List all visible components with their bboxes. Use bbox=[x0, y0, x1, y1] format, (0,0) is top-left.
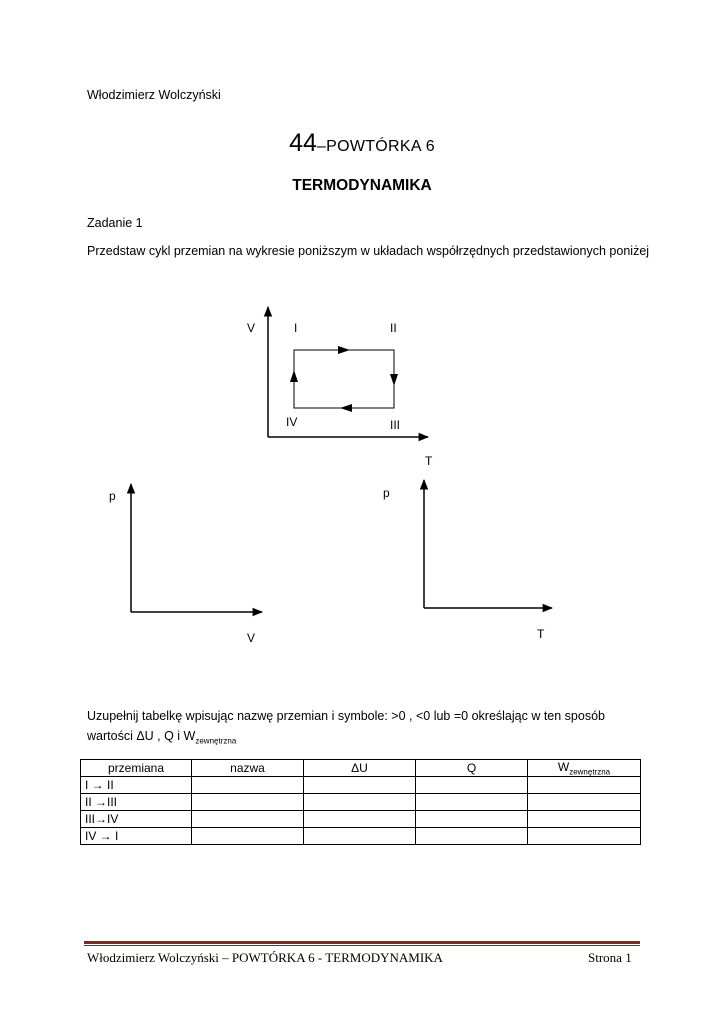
cell-w[interactable] bbox=[528, 811, 641, 828]
vt-cycle bbox=[290, 346, 398, 412]
footer-text: Włodzimierz Wolczyński – POWTÓRKA 6 - TERMODYNAMIKA bbox=[87, 950, 443, 965]
title-text: –POWTÓRKA 6 bbox=[316, 138, 435, 155]
table-header-row bbox=[81, 760, 641, 777]
pv-y-axis-label: p bbox=[109, 489, 116, 503]
cell-delta-u[interactable] bbox=[304, 828, 416, 845]
page-number: Strona 1 bbox=[588, 950, 632, 965]
cell-delta-u[interactable] bbox=[304, 811, 416, 828]
table-instruction-line2 bbox=[87, 726, 647, 752]
cell-w[interactable] bbox=[528, 794, 641, 811]
table-instruction-line2-text: wartości ΔU , Q i W bbox=[87, 729, 196, 743]
footer-divider-thin bbox=[84, 945, 640, 946]
pt-axes bbox=[424, 480, 552, 608]
row-przemiana: I → II bbox=[81, 777, 192, 794]
row-przemiana: II →III bbox=[81, 794, 192, 811]
pt-y-axis-label: p bbox=[383, 486, 390, 500]
table-row bbox=[81, 811, 641, 828]
row-przemiana: III→IV bbox=[81, 811, 192, 828]
header-q: Q bbox=[416, 760, 528, 777]
vt-y-axis-label: V bbox=[247, 321, 256, 335]
page-subtitle: TERMODYNAMIKA bbox=[292, 177, 432, 194]
table-instruction-line2-sub: zewnętrzna bbox=[195, 736, 237, 746]
table-row bbox=[81, 794, 641, 811]
cell-nazwa[interactable] bbox=[192, 777, 304, 794]
cell-q[interactable] bbox=[416, 811, 528, 828]
arrow-iv-i bbox=[290, 370, 298, 382]
author-name: Włodzimierz Wolczyński bbox=[87, 88, 221, 102]
header-w bbox=[528, 760, 641, 777]
arrow-i-ii bbox=[338, 346, 350, 354]
cell-delta-u[interactable] bbox=[304, 794, 416, 811]
header-delta-u: ΔU bbox=[304, 760, 416, 777]
table-instruction-line1: Uzupełnij tabelkę wpisując nazwę przemian i symbole: >0 , <0 lub =0 określając w ten sposób bbox=[87, 709, 605, 723]
cell-delta-u[interactable] bbox=[304, 777, 416, 794]
vt-point-ii-label: II bbox=[390, 321, 397, 335]
pt-x-axis-label: T bbox=[537, 627, 545, 641]
cell-nazwa[interactable] bbox=[192, 811, 304, 828]
cell-w[interactable] bbox=[528, 828, 641, 845]
footer-divider bbox=[84, 941, 640, 944]
cell-q[interactable] bbox=[416, 828, 528, 845]
vt-point-i-label: I bbox=[294, 321, 298, 335]
header-nazwa: nazwa bbox=[192, 760, 304, 777]
header-przemiana: przemiana bbox=[81, 760, 192, 777]
cell-w[interactable] bbox=[528, 777, 641, 794]
arrow-ii-iii bbox=[390, 374, 398, 386]
cell-nazwa[interactable] bbox=[192, 794, 304, 811]
header-w-sub: zewnętrzna bbox=[569, 767, 611, 777]
pv-x-axis-label: V bbox=[247, 631, 256, 645]
table-row bbox=[81, 828, 641, 845]
header-w-text: W bbox=[557, 760, 570, 774]
title-number: 44 bbox=[289, 129, 317, 157]
cell-q[interactable] bbox=[416, 777, 528, 794]
table-instruction bbox=[87, 706, 647, 752]
processes-table bbox=[80, 759, 641, 845]
arrow-iii-iv bbox=[340, 404, 352, 412]
pv-axes bbox=[131, 484, 262, 612]
task-label: Zadanie 1 bbox=[87, 216, 143, 230]
vt-point-iii-label: III bbox=[390, 418, 401, 432]
row-przemiana: IV → I bbox=[81, 828, 192, 845]
vt-x-axis-label: T bbox=[425, 454, 433, 468]
vt-point-iv-label: IV bbox=[286, 415, 298, 429]
task-instruction: Przedstaw cykl przemian na wykresie poniższym w układach współrzędnych przedstawionych poniżej bbox=[87, 244, 650, 258]
cell-q[interactable] bbox=[416, 794, 528, 811]
cell-nazwa[interactable] bbox=[192, 828, 304, 845]
table-row bbox=[81, 777, 641, 794]
